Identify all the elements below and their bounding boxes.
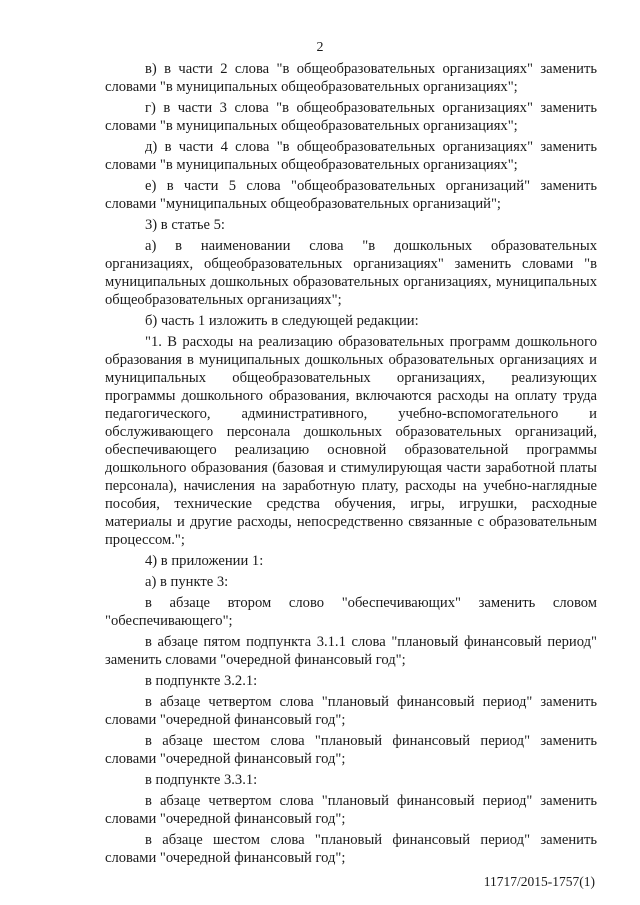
paragraph: а) в наименовании слова "в дошкольных образовательных организациях, общеобразовательных организациях" заменить словами "в муниципальных дошкольных образовательных организациях, муниципальных общеобразовательных организациях";: [105, 238, 597, 308]
paragraph: "1. В расходы на реализацию образовательных программ дошкольного образования в муниципальных дошкольных образовательных организациях и муниципальных общеобразовательных организациях, реализующих программы дошкольного образования, включаются расходы на оплату труда педагогического, административного, учебно-вспомогательного и обслуживающего персонала дошкольных образовательных организаций, обеспечивающего реализацию основной образовательной программы дошкольного образования (базовая и стимулирующая части заработной платы персонала), начисления на заработную плату, расходы на учебно-наглядные пособия, технические средства обучения, игры, игрушки, расходные материалы и другие расходы, непосредственно связанные с образовательным процессом.";: [105, 334, 597, 548]
paragraph: 4) в приложении 1:: [145, 553, 264, 569]
paragraph: д) в части 4 слова "в общеобразовательных организациях" заменить словами "в муниципальных общеобразовательных организациях";: [105, 139, 597, 173]
paragraph: в абзаце пятом подпункта 3.1.1 слова "плановый финансовый период" заменить словами "очередной финансовый год";: [105, 634, 597, 668]
paragraph: е) в части 5 слова "общеобразовательных организаций" заменить словами "муниципальных общеобразовательных организаций";: [105, 178, 597, 212]
document-id: 11717/2015-1757(1): [483, 874, 595, 889]
paragraph: в абзаце втором слово "обеспечивающих" заменить словом "обеспечивающего";: [105, 595, 597, 629]
paragraph: в подпункте 3.2.1:: [145, 673, 258, 689]
paragraph: в абзаце шестом слова "плановый финансовый период" заменить словами "очередной финансовый год";: [105, 733, 597, 767]
paragraph: в) в части 2 слова "в общеобразовательных организациях" заменить словами "в муниципальных общеобразовательных организациях";: [105, 61, 597, 95]
page-number: 2: [316, 40, 324, 55]
paragraph: б) часть 1 изложить в следующей редакции:: [145, 313, 419, 329]
paragraph: г) в части 3 слова "в общеобразовательных организациях" заменить словами "в муниципальных общеобразовательных организациях";: [105, 100, 597, 134]
paragraph: а) в пункте 3:: [145, 574, 229, 590]
paragraph: в абзаце четвертом слова "плановый финансовый период" заменить словами "очередной финансовый год";: [105, 694, 597, 728]
paragraph: 3) в статье 5:: [145, 217, 225, 233]
paragraph: в подпункте 3.3.1:: [145, 772, 258, 788]
document-body: [105, 60, 597, 870]
paragraph: в абзаце четвертом слова "плановый финансовый период" заменить словами "очередной финансовый год";: [105, 793, 597, 827]
paragraph: в абзаце шестом слова "плановый финансовый период" заменить словами "очередной финансовый год";: [105, 832, 597, 866]
